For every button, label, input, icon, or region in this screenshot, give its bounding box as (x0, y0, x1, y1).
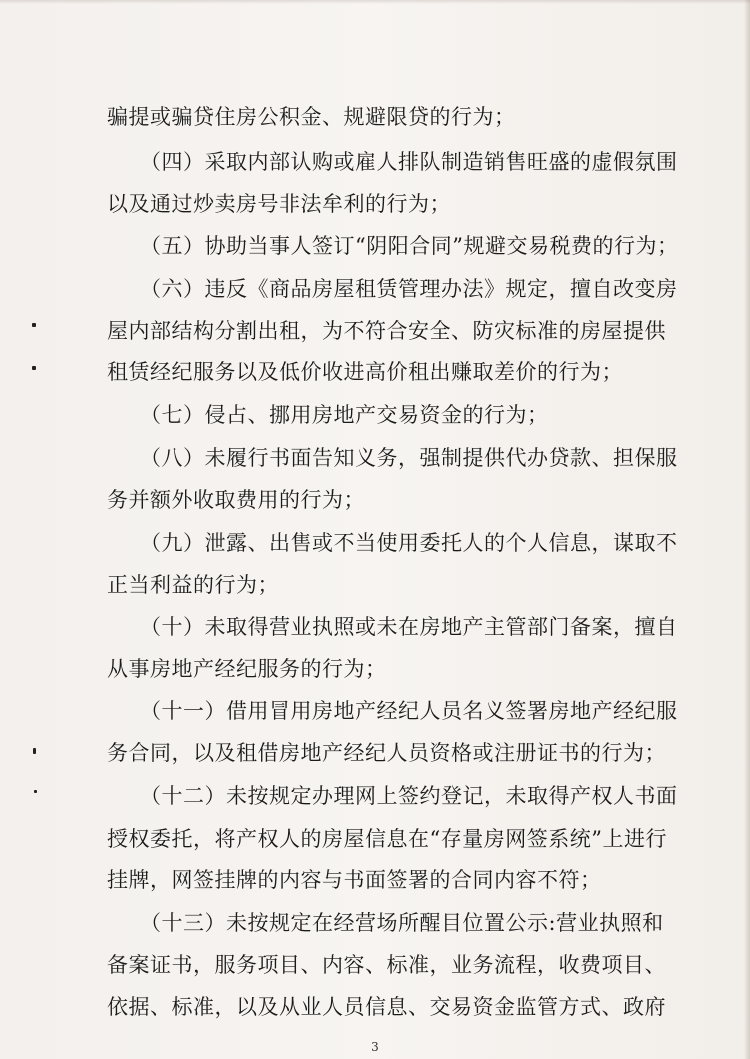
paragraph-line: 正当利益的行为； (107, 573, 279, 597)
scan-mark (32, 323, 36, 327)
scan-mark (32, 366, 36, 370)
paragraph-line: 务合同，以及租借房地产经纪人员资格或注册证书的行为； (107, 741, 666, 765)
page-top-edge (0, 0, 750, 4)
paragraph-line: （四）采取内部认购或雇人排队制造销售旺盛的虚假氛围 (140, 150, 678, 174)
paragraph-line: 以及通过炒卖房号非法牟利的行为； (107, 192, 451, 216)
paragraph-line: 租赁经纪服务以及低价收进高价租出赚取差价的行为； (107, 360, 623, 384)
paragraph-line: 务并额外收取费用的行为； (107, 488, 365, 512)
paragraph-line: （七）侵占、挪用房地产交易资金的行为； (140, 403, 549, 427)
scan-mark (33, 748, 36, 754)
paragraph-line: （九）泄露、出售或不当使用委托人的个人信息，谋取不 (140, 531, 678, 555)
scan-mark (34, 790, 37, 793)
paragraph-line: 挂牌，网签挂牌的内容与书面签署的合同内容不符； (107, 868, 602, 892)
paragraph-line: 授权委托，将产权人的房屋信息在“存量房网签系统”上进行 (107, 827, 667, 851)
paragraph-line: （十）未取得营业执照或未在房地产主管部门备案，擅自 (140, 615, 678, 639)
page-number: 3 (371, 1040, 379, 1054)
page-right-edge (744, 0, 750, 1059)
paragraph-line: （六）违反《商品房屋租赁管理办法》规定，擅自改变房 (140, 277, 678, 301)
paragraph-line: 依据、标准，以及从业人员信息、交易资金监管方式、政府 (107, 995, 666, 1019)
paragraph-line: （五）协助当事人签订“阴阳合同”规避交易税费的行为； (140, 234, 679, 258)
paragraph-line: （十二）未按规定办理网上签约登记，未取得产权人书面 (140, 784, 678, 808)
paragraph-line: 从事房地产经纪服务的行为； (107, 657, 387, 681)
paragraph-line: （十三）未按规定在经营场所醒目位置公示:营业执照和 (140, 911, 664, 935)
paragraph-line: （十一）借用冒用房地产经纪人员名义签署房地产经纪服 (140, 699, 678, 723)
paragraph-line: 屋内部结构分割出租，为不符合安全、防灾标准的房屋提供 (107, 319, 666, 343)
paragraph-line: 骗提或骗贷住房公积金、规避限贷的行为； (107, 105, 516, 129)
paragraph-line: 备案证书，服务项目、内容、标准，业务流程，收费项目、 (107, 953, 666, 977)
paragraph-line: （八）未履行书面告知义务，强制提供代办贷款、担保服 (140, 446, 678, 470)
